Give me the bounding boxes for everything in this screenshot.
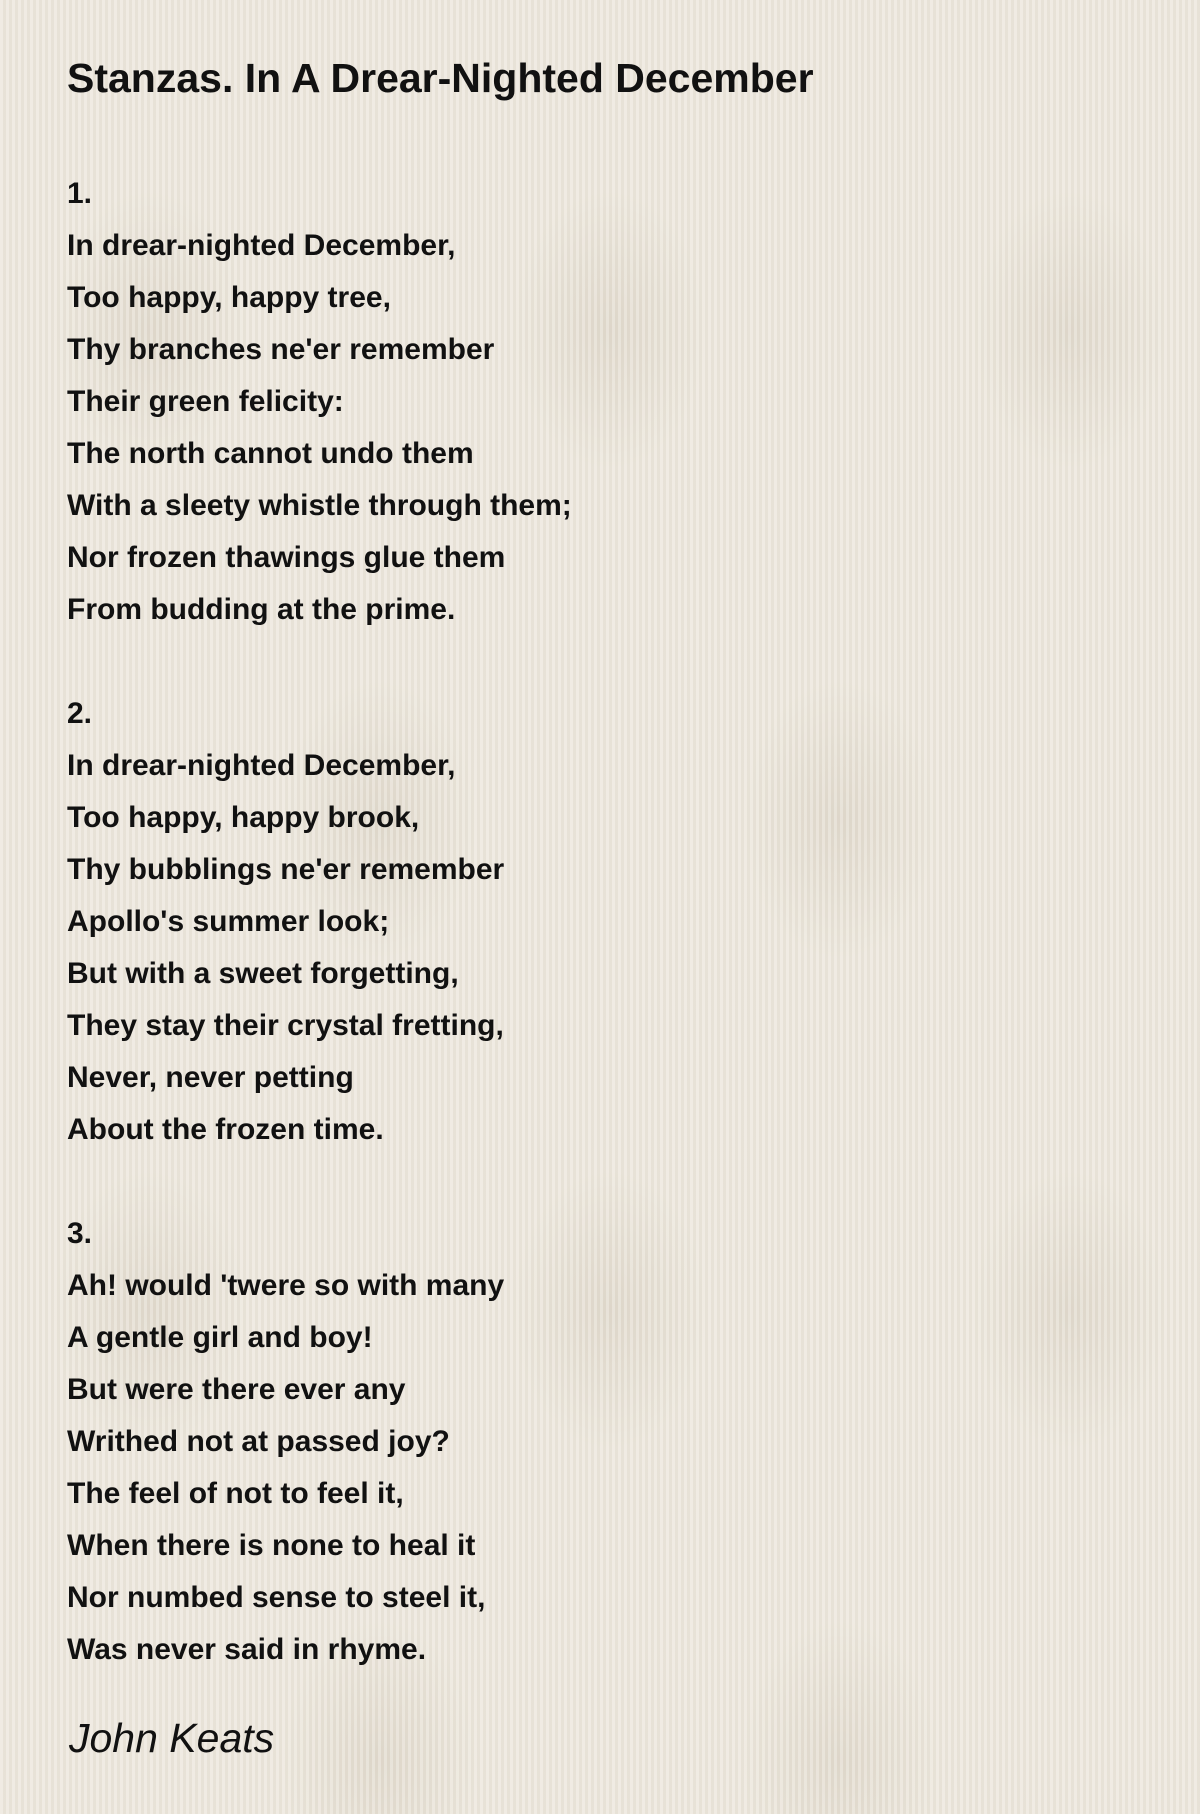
poem-title: Stanzas. In A Drear-Nighted December — [67, 55, 814, 101]
poem-line: But with a sweet forgetting, — [67, 957, 459, 990]
poem-line: Nor numbed sense to steel it, — [67, 1581, 486, 1614]
poem-line: Too happy, happy brook, — [67, 801, 420, 834]
stanza-2 — [67, 688, 1147, 1156]
poem-line: When there is none to heal it — [67, 1529, 476, 1562]
stanza-number: 3. — [67, 1217, 93, 1250]
poem-line: Thy branches ne'er remember — [67, 333, 495, 366]
poem-line: They stay their crystal fretting, — [67, 1009, 504, 1042]
poem-line: With a sleety whistle through them; — [67, 489, 572, 522]
poem-line: Thy bubblings ne'er remember — [67, 853, 505, 886]
author-name: John Keats — [69, 1715, 275, 1761]
stanza-number: 2. — [67, 697, 93, 730]
poem-line: Too happy, happy tree, — [67, 281, 391, 314]
poem-body — [67, 168, 1147, 1676]
poem-line: The north cannot undo them — [67, 437, 474, 470]
poem-line: About the frozen time. — [67, 1113, 384, 1146]
poem-line: Ah! would 'twere so with many — [67, 1269, 505, 1302]
poem-page — [67, 48, 1147, 1728]
poem-line: From budding at the prime. — [67, 593, 456, 626]
stanza-3 — [67, 1208, 1147, 1676]
stanza-number: 1. — [67, 177, 93, 210]
poem-line: Nor frozen thawings glue them — [67, 541, 506, 574]
poem-line: But were there ever any — [67, 1373, 406, 1406]
poem-line: Never, never petting — [67, 1061, 354, 1094]
poem-line: Their green felicity: — [67, 385, 344, 418]
poem-line: The feel of not to feel it, — [67, 1477, 404, 1510]
poem-line: Writhed not at passed joy? — [67, 1425, 450, 1458]
poem-line: A gentle girl and boy! — [67, 1321, 373, 1354]
poem-line: In drear-nighted December, — [67, 229, 456, 262]
poem-line: Was never said in rhyme. — [67, 1633, 427, 1666]
poem-line: Apollo's summer look; — [67, 905, 390, 938]
poem-line: In drear-nighted December, — [67, 749, 456, 782]
stanza-1 — [67, 168, 1147, 636]
